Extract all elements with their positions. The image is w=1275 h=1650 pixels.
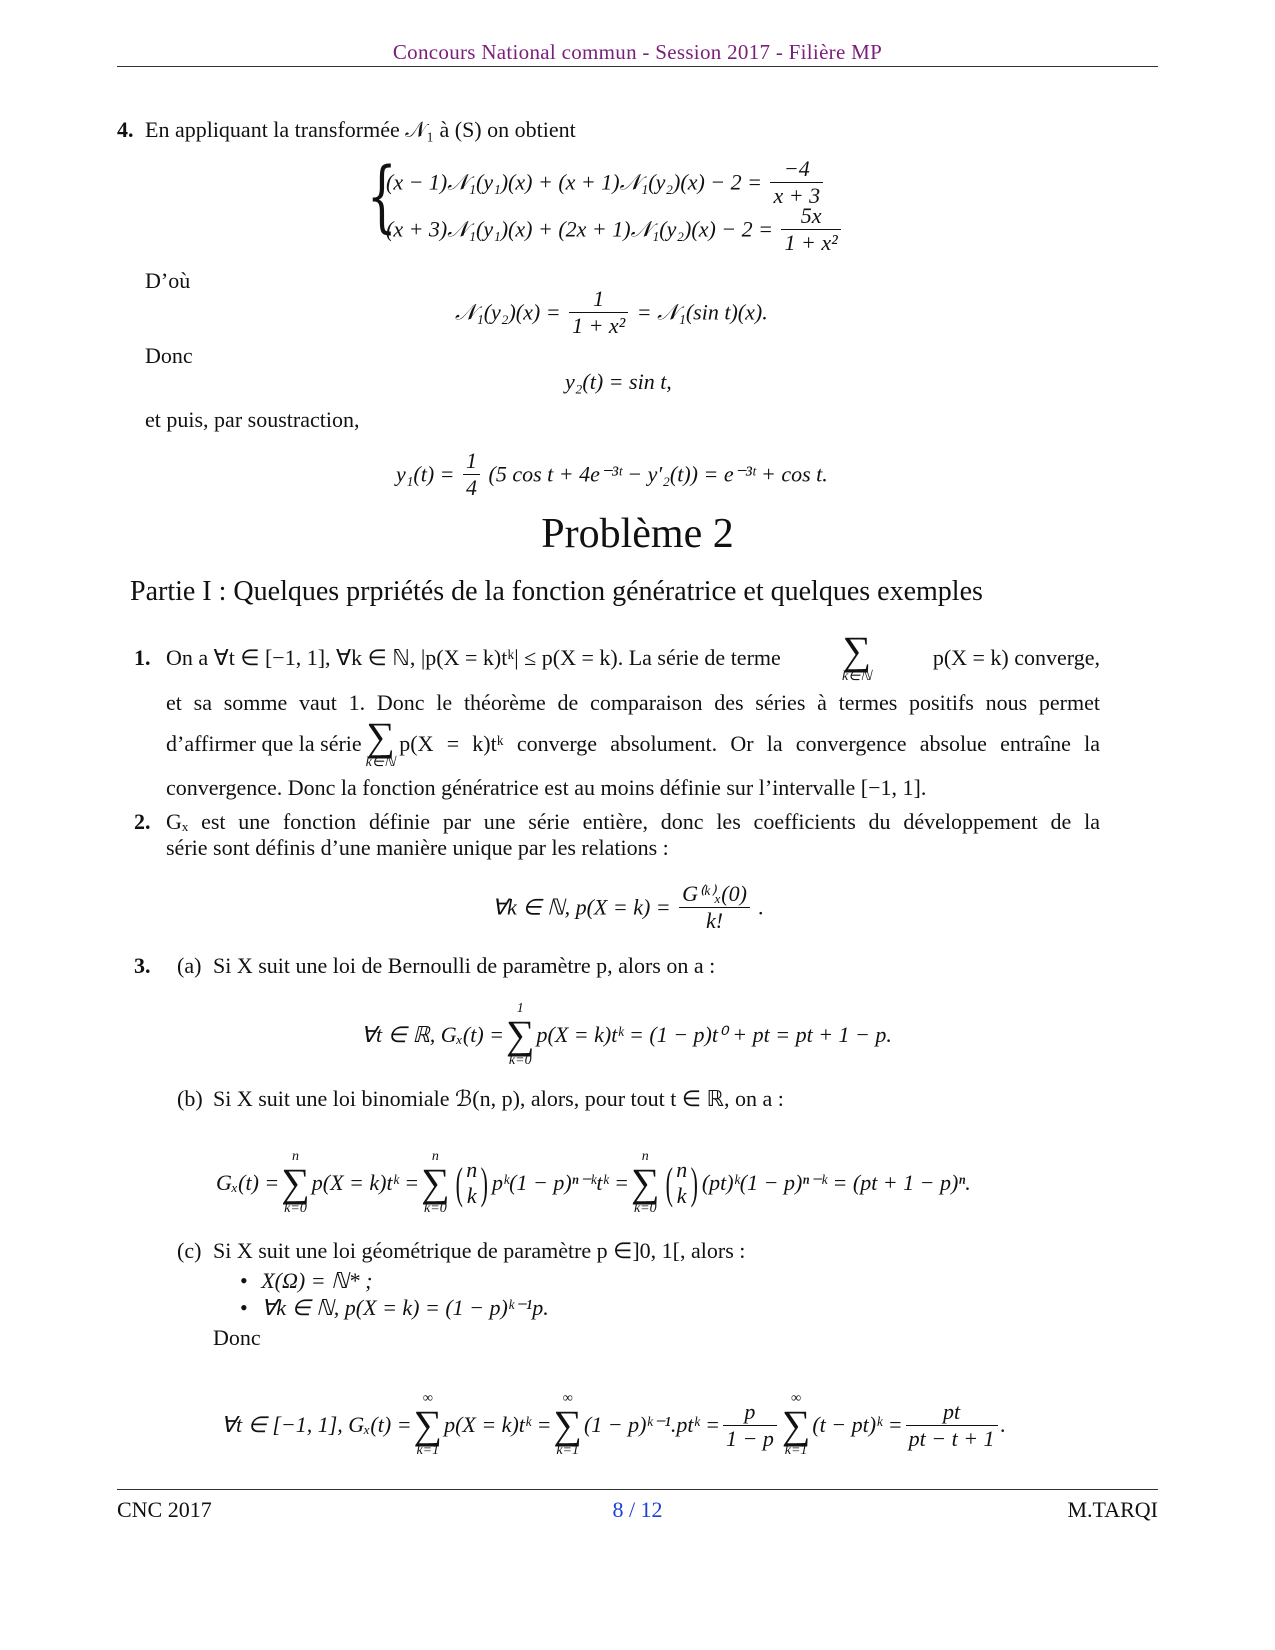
q2-eq-end: .: [758, 894, 764, 920]
q3c-text: Si X suit une loi géométrique de paramètre p ∈]0, 1[, alors :: [213, 1238, 746, 1263]
q3c-eq-mid1: p(X = k)tᵏ =: [444, 1412, 552, 1437]
sigma-icon: ∑: [553, 1402, 582, 1447]
footer-left: CNC 2017: [117, 1497, 212, 1522]
sigma-icon: ∑: [281, 1160, 310, 1205]
system-equation-1: [386, 156, 826, 209]
q3c-sum1-bot: k=1: [416, 1443, 440, 1458]
q1-line1-a: On a ∀t ∈ [−1, 1], ∀k ∈ ℕ, |p(X = k)tᵏ| ≤ p(X = k). La série de terme: [166, 645, 781, 670]
sigma-icon: ∑: [842, 628, 872, 673]
q2-number: 2.: [134, 809, 151, 834]
eq-y1-fraction: [463, 448, 480, 501]
eq-n1-right: = 𝒩₁(sin t)(x).: [636, 299, 768, 325]
q3c-sum1-top: ∞: [422, 1391, 433, 1406]
q3c-frac1-den: 1 − p: [723, 1425, 777, 1452]
item-4-text: En appliquant la transformée 𝒩₁ à (S) on obtient: [145, 117, 576, 142]
q3b-equation: [216, 1150, 971, 1216]
q3b-binom2-top: n: [676, 1157, 688, 1182]
sigma-icon: ∑: [631, 1160, 660, 1205]
q3c-sum2-bot: k=1: [556, 1443, 580, 1458]
q1-sum-1: [841, 628, 872, 684]
system-brace: {: [366, 152, 397, 242]
eq-y1-num: 1: [466, 448, 478, 473]
q1-line-2: et sa somme vaut 1. Donc le théorème de comparaison des séries à termes positifs nous permet: [166, 690, 1100, 715]
q3b-sum-3: [631, 1150, 660, 1216]
q3b-sum-2: [421, 1150, 450, 1216]
q3c-equation: [221, 1392, 1006, 1458]
q3b-eq-mid3: (pt)ᵏ(1 − p)ⁿ⁻ᵏ = (pt + 1 − p)ⁿ.: [701, 1170, 971, 1195]
q1-line-4: convergence. Donc la fonction génératrice est au moins définie sur l’intervalle [−1, 1].: [166, 775, 927, 800]
q3b-label: (b): [177, 1086, 203, 1111]
part-title: Partie I : Quelques prpriétés de la fonction génératrice et quelques exemples: [130, 576, 983, 607]
footer-page-number[interactable]: 8 / 12: [612, 1497, 663, 1522]
et-puis-text: et puis, par soustraction,: [145, 407, 360, 432]
system-eq1-den: x + 3: [770, 182, 823, 209]
q3b-sum2-bot: k=0: [424, 1201, 447, 1216]
q1-line1-b: p(X = k) converge,: [932, 645, 1100, 670]
q1-sum-2: [365, 714, 396, 770]
q3b-sum3-bot: k=0: [633, 1201, 657, 1216]
eq-n1-left: 𝒩₁(y₂)(x) =: [455, 299, 561, 325]
q3a-eq-left: ∀t ∈ ℝ, Gₓ(t) =: [361, 1022, 504, 1047]
q1-line3-a: d’affirmer que la série: [166, 731, 362, 756]
q1-sum2-sub: k∈ℕ: [365, 755, 396, 770]
q3b-eq-mid2: pᵏ(1 − p)ⁿ⁻ᵏtᵏ =: [491, 1170, 630, 1195]
q1-line-1: [166, 628, 1100, 684]
q3b-binom-2: ( n k ): [665, 1157, 699, 1208]
sigma-icon: ∑: [781, 1402, 811, 1447]
q3c-sum3-bot: k=1: [784, 1443, 808, 1458]
q3c-bullet-2: [240, 1294, 549, 1322]
q3b-binom-1: ( n k ): [455, 1157, 489, 1208]
q3-number: 3.: [134, 953, 151, 978]
q3c-bullet1-text: X(Ω) = ℕ* ;: [261, 1268, 373, 1293]
q3b-binom1-top: n: [466, 1157, 478, 1182]
q3b-eq-left: Gₓ(t) =: [216, 1170, 280, 1195]
q3b-binom1-bot: k: [466, 1183, 477, 1208]
q3b-sum1-top: n: [292, 1149, 299, 1164]
q3b-text: Si X suit une loi binomiale ℬ(n, p), alors, pour tout t ∈ ℝ, on a :: [213, 1086, 784, 1111]
problem-title: Problème 2: [541, 511, 734, 557]
sigma-icon: ∑: [506, 1012, 535, 1057]
bullet-icon: •: [240, 1295, 248, 1320]
dou-text: D’où: [145, 268, 191, 293]
system-eq2-text: (x + 3)𝒩₁(y₁)(x) + (2x + 1)𝒩₁(y₂)(x) − 2 =: [386, 216, 773, 242]
q3b-eq-mid1: p(X = k)tᵏ =: [311, 1170, 420, 1195]
q3a-sum-bot: k=0: [508, 1053, 532, 1068]
system-eq1-num: −4: [783, 156, 810, 181]
eq-n1-den: 1 + x²: [569, 312, 628, 339]
q1-line3-b: p(X = k)tᵏ converge absolument. Or la convergence absolue entraîne la: [399, 731, 1100, 756]
q2-line-1: Gₓ est une fonction définie par une série entière, donc les coefficients du développement de la: [166, 809, 1100, 834]
q3a-eq-right: p(X = k)tᵏ = (1 − p)t⁰ + pt = pt + 1 − p.: [536, 1022, 892, 1047]
q3c-label: (c): [177, 1238, 202, 1263]
q3c-fraction-2: [906, 1399, 998, 1452]
system-eq2-den: 1 + x²: [781, 229, 840, 256]
q3a-text: Si X suit une loi de Bernoulli de paramètre p, alors on a :: [213, 953, 716, 978]
footer-right: M.TARQI: [1067, 1497, 1158, 1522]
sigma-icon: ∑: [413, 1402, 443, 1447]
equation-y1: [396, 448, 828, 501]
q3c-sum3-top: ∞: [791, 1391, 802, 1406]
header-rule: [117, 66, 1158, 67]
q3c-eq-mid2: (1 − p)ᵏ⁻¹.ptᵏ =: [583, 1412, 720, 1437]
q2-line-2: série sont définis d’une manière unique par les relations :: [166, 835, 669, 860]
q3c-sum-3: [782, 1392, 811, 1458]
bullet-icon: •: [240, 1268, 248, 1293]
system-eq1-text: (x − 1)𝒩₁(y₁)(x) + (x + 1)𝒩₁(y₂)(x) − 2 =: [386, 169, 762, 195]
q1-number: 1.: [134, 645, 151, 670]
q3c-fraction-1: [723, 1399, 777, 1452]
eq-n1-fraction: [569, 286, 628, 339]
eq-y1-left: y₁(t) =: [396, 461, 455, 487]
q2-eq-num: G⁽ᵏ⁾ₓ(0): [682, 881, 747, 906]
sigma-icon: ∑: [421, 1160, 450, 1205]
footer-rule: [117, 1489, 1158, 1490]
q3b-sum3-top: n: [641, 1149, 649, 1164]
q2-eq-den: k!: [679, 907, 750, 934]
q2-eq-fraction: [679, 881, 750, 934]
q3b-sum-1: [281, 1150, 310, 1216]
q3c-eq-left: ∀t ∈ [−1, 1], Gₓ(t) =: [221, 1412, 412, 1437]
q3b-binom2-bot: k: [676, 1183, 687, 1208]
system-eq2-fraction: [781, 203, 840, 256]
q3a-sum-top: 1: [516, 1001, 524, 1016]
q2-eq-left: ∀k ∈ ℕ, p(X = k) =: [492, 894, 671, 920]
equation-y2: y₂(t) = sin t,: [565, 369, 672, 394]
q3c-frac2-num: pt: [943, 1398, 961, 1424]
item-4-number: 4.: [117, 117, 134, 142]
q3c-donc: Donc: [213, 1325, 261, 1350]
q2-equation: [492, 881, 764, 934]
equation-n1-y2: [455, 286, 768, 339]
q1-line-3: [166, 714, 1100, 770]
q3c-eq-mid3: (t − pt)ᵏ =: [812, 1412, 903, 1437]
q3c-eq-end: .: [1000, 1412, 1007, 1437]
eq-y1-den: 4: [463, 474, 480, 501]
q3a-sum: [506, 1002, 535, 1068]
q3b-sum2-top: n: [431, 1149, 439, 1164]
q3c-sum2-top: ∞: [562, 1391, 573, 1406]
q3c-frac2-den: pt − t + 1: [906, 1425, 998, 1452]
system-eq2-num: 5x: [800, 203, 822, 228]
q3c-sum-2: [553, 1392, 582, 1458]
system-eq1-fraction: [770, 156, 823, 209]
eq-y1-right: (5 cos t + 4e⁻³ᵗ − y′₂(t)) = e⁻³ᵗ + cos t.: [488, 461, 828, 487]
page-header: Concours National commun - Session 2017 - Filière MP: [392, 40, 883, 64]
q3c-bullet2-text: ∀k ∈ ℕ, p(X = k) = (1 − p)ᵏ⁻¹p.: [261, 1295, 549, 1320]
donc-text: Donc: [145, 343, 193, 368]
q3b-sum1-bot: k=0: [284, 1201, 307, 1216]
q3c-bullet-1: [240, 1267, 373, 1295]
q3a-equation: [361, 1002, 892, 1068]
eq-n1-num: 1: [593, 286, 605, 311]
system-equation-2: [386, 203, 844, 256]
q3c-sum-1: [414, 1392, 443, 1458]
q1-sum1-sub: k∈ℕ: [841, 669, 872, 684]
q3a-label: (a): [177, 953, 202, 978]
q3c-frac1-num: p: [744, 1398, 756, 1424]
sigma-icon: ∑: [366, 714, 395, 759]
